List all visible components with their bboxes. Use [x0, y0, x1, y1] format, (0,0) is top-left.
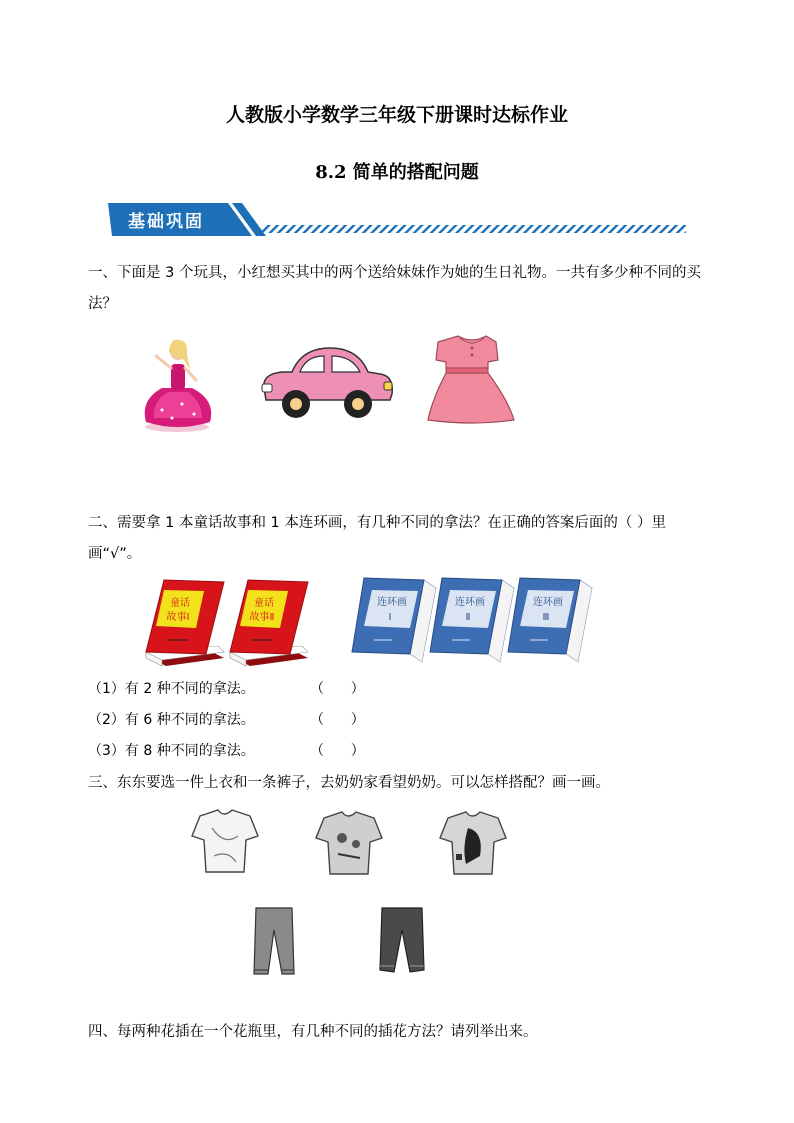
blue-book-1-line1: 连环画	[377, 597, 407, 608]
section-banner	[104, 202, 694, 240]
red-book-1-line2: 故事Ⅰ	[166, 612, 190, 623]
option-1-label: （1）有 2 种不同的拿法。	[88, 681, 255, 697]
banner-hatch-line	[262, 225, 686, 233]
clothes-illustration	[178, 806, 538, 978]
doll-image	[132, 330, 222, 434]
page-subtitle: 8.2 简单的搭配问题	[315, 162, 479, 183]
question-3-text: 三、东东要选一件上衣和一条裤子，去奶奶家看望奶奶。可以怎样搭配？画一画。	[88, 775, 610, 791]
blue-book-1-line2: Ⅰ	[388, 612, 392, 623]
question-4-text: 四、每两种花插在一个花瓶里，有几种不同的插花方法？请列举出来。	[88, 1024, 538, 1040]
option-2-label: （2）有 6 种不同的拿法。	[88, 712, 255, 728]
question-2-text: 二、需要拿 1 本童话故事和 1 本连环画，有几种不同的拿法？在正确的答案后面的（ ）里画“√”。	[88, 515, 666, 562]
option-2-answer-box[interactable]: （ ）	[310, 712, 365, 728]
blue-book-2-line2: Ⅱ	[465, 612, 471, 623]
red-book-1-line1: 童话	[170, 598, 190, 609]
blue-book-group	[360, 574, 600, 668]
pants-2	[380, 908, 424, 972]
option-3-answer-box[interactable]: （ ）	[310, 743, 365, 759]
page-title: 人教版小学数学三年级下册课时达标作业	[225, 104, 568, 126]
banner-label: 基础巩固	[128, 212, 204, 232]
red-book-2-line2: 故事Ⅱ	[249, 612, 275, 623]
red-book-1	[146, 580, 224, 666]
red-book-2	[230, 580, 308, 666]
dress-image	[424, 330, 520, 426]
question-1-text: 一、下面是 3 个玩具，小红想买其中的两个送给妹妹作为她的生日礼物。一共有多少种不同的买法？	[88, 265, 701, 312]
shirt-3	[440, 812, 506, 874]
shirt-1	[192, 810, 258, 872]
blue-book-3	[508, 578, 592, 662]
car-image	[258, 344, 398, 424]
blue-book-2-line1: 连环画	[455, 597, 485, 608]
option-1-answer-box[interactable]: （ ）	[310, 681, 365, 697]
red-book-group	[144, 576, 324, 668]
pants-1	[254, 908, 294, 974]
red-book-2-line1: 童话	[254, 598, 274, 609]
blue-book-1	[352, 578, 436, 662]
shirt-2	[316, 812, 382, 874]
blue-book-3-line1: 连环画	[533, 597, 563, 608]
blue-book-2	[430, 578, 514, 662]
blue-book-3-line2: Ⅲ	[542, 612, 550, 623]
option-3-label: （3）有 8 种不同的拿法。	[88, 743, 255, 759]
